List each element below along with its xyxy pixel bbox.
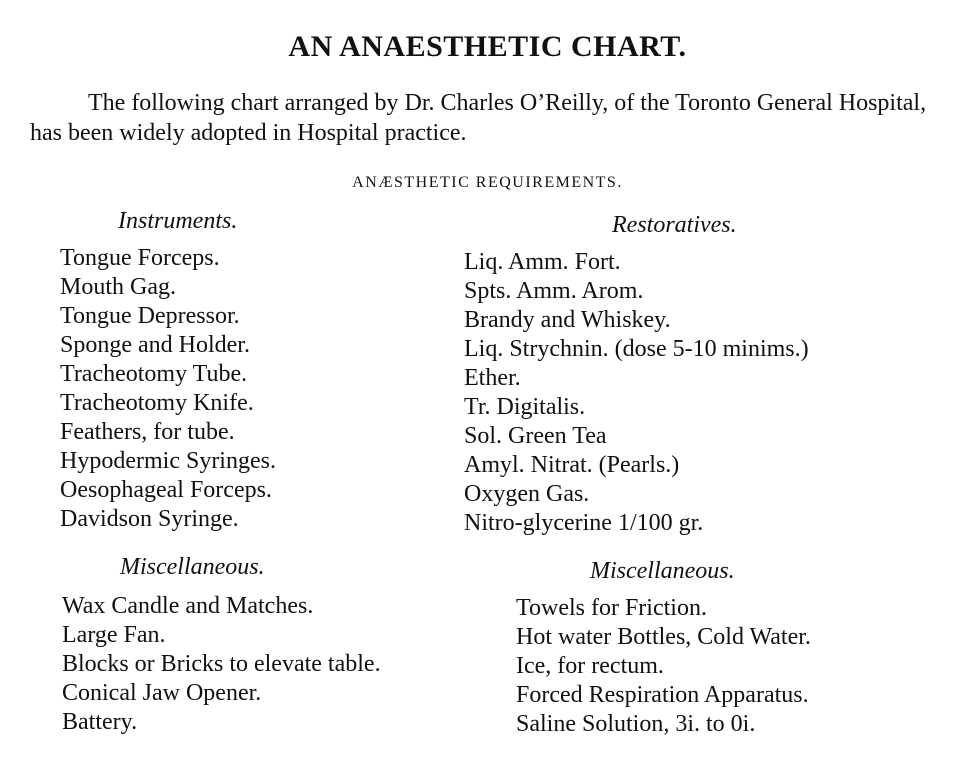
restoratives-heading: Restoratives. <box>612 212 737 238</box>
list-item: Hypodermic Syringes. <box>60 448 276 474</box>
list-item: Brandy and Whiskey. <box>464 307 671 333</box>
list-item: Ice, for rectum. <box>516 653 664 679</box>
list-item: Conical Jaw Opener. <box>62 680 262 706</box>
page-title: AN ANAESTHETIC CHART. <box>288 30 687 63</box>
list-item: Feathers, for tube. <box>60 419 235 445</box>
misc-left-list <box>62 592 381 737</box>
list-item: Sol. Green Tea <box>464 423 607 449</box>
list-item: Tracheotomy Knife. <box>60 390 254 416</box>
list-item: Nitro-glycerine 1/100 gr. <box>464 510 704 536</box>
list-item: Tracheotomy Tube. <box>60 361 248 387</box>
intro-paragraph: The following chart arranged by Dr. Charles O’Reilly, of the Toronto General Hospital, has been widely adopted in Hospital practice. <box>30 90 927 146</box>
list-item: Mouth Gag. <box>60 274 176 300</box>
misc-right-list <box>516 594 811 739</box>
list-item: Battery. <box>62 709 138 735</box>
restoratives-list <box>464 248 809 538</box>
list-item: Saline Solution, 3i. to 0i. <box>516 711 756 737</box>
misc-right-heading: Miscellaneous. <box>590 558 735 584</box>
section-heading: ANÆSTHETIC REQUIREMENTS. <box>352 174 623 191</box>
list-item: Forced Respiration Apparatus. <box>516 682 809 708</box>
list-item: Amyl. Nitrat. (Pearls.) <box>464 452 680 478</box>
list-item: Large Fan. <box>62 622 166 648</box>
instruments-list <box>60 244 276 534</box>
list-item: Spts. Amm. Arom. <box>464 278 644 304</box>
list-item: Tr. Digitalis. <box>464 394 586 420</box>
list-item: Liq. Strychnin. (dose 5-10 minims.) <box>464 336 809 362</box>
list-item: Blocks or Bricks to elevate table. <box>62 651 381 677</box>
list-item: Tongue Depressor. <box>60 303 240 329</box>
list-item: Wax Candle and Matches. <box>62 593 314 619</box>
list-item: Davidson Syringe. <box>60 506 239 532</box>
list-item: Sponge and Holder. <box>60 332 250 358</box>
instruments-heading: Instruments. <box>118 208 238 234</box>
list-item: Tongue Forceps. <box>60 245 220 271</box>
list-item: Oesophageal Forceps. <box>60 477 272 503</box>
list-item: Oxygen Gas. <box>464 481 590 507</box>
list-item: Towels for Friction. <box>516 595 707 621</box>
list-item: Hot water Bottles, Cold Water. <box>516 624 811 650</box>
misc-left-heading: Miscellaneous. <box>120 554 265 580</box>
list-item: Liq. Amm. Fort. <box>464 249 621 275</box>
list-item: Ether. <box>464 365 521 391</box>
